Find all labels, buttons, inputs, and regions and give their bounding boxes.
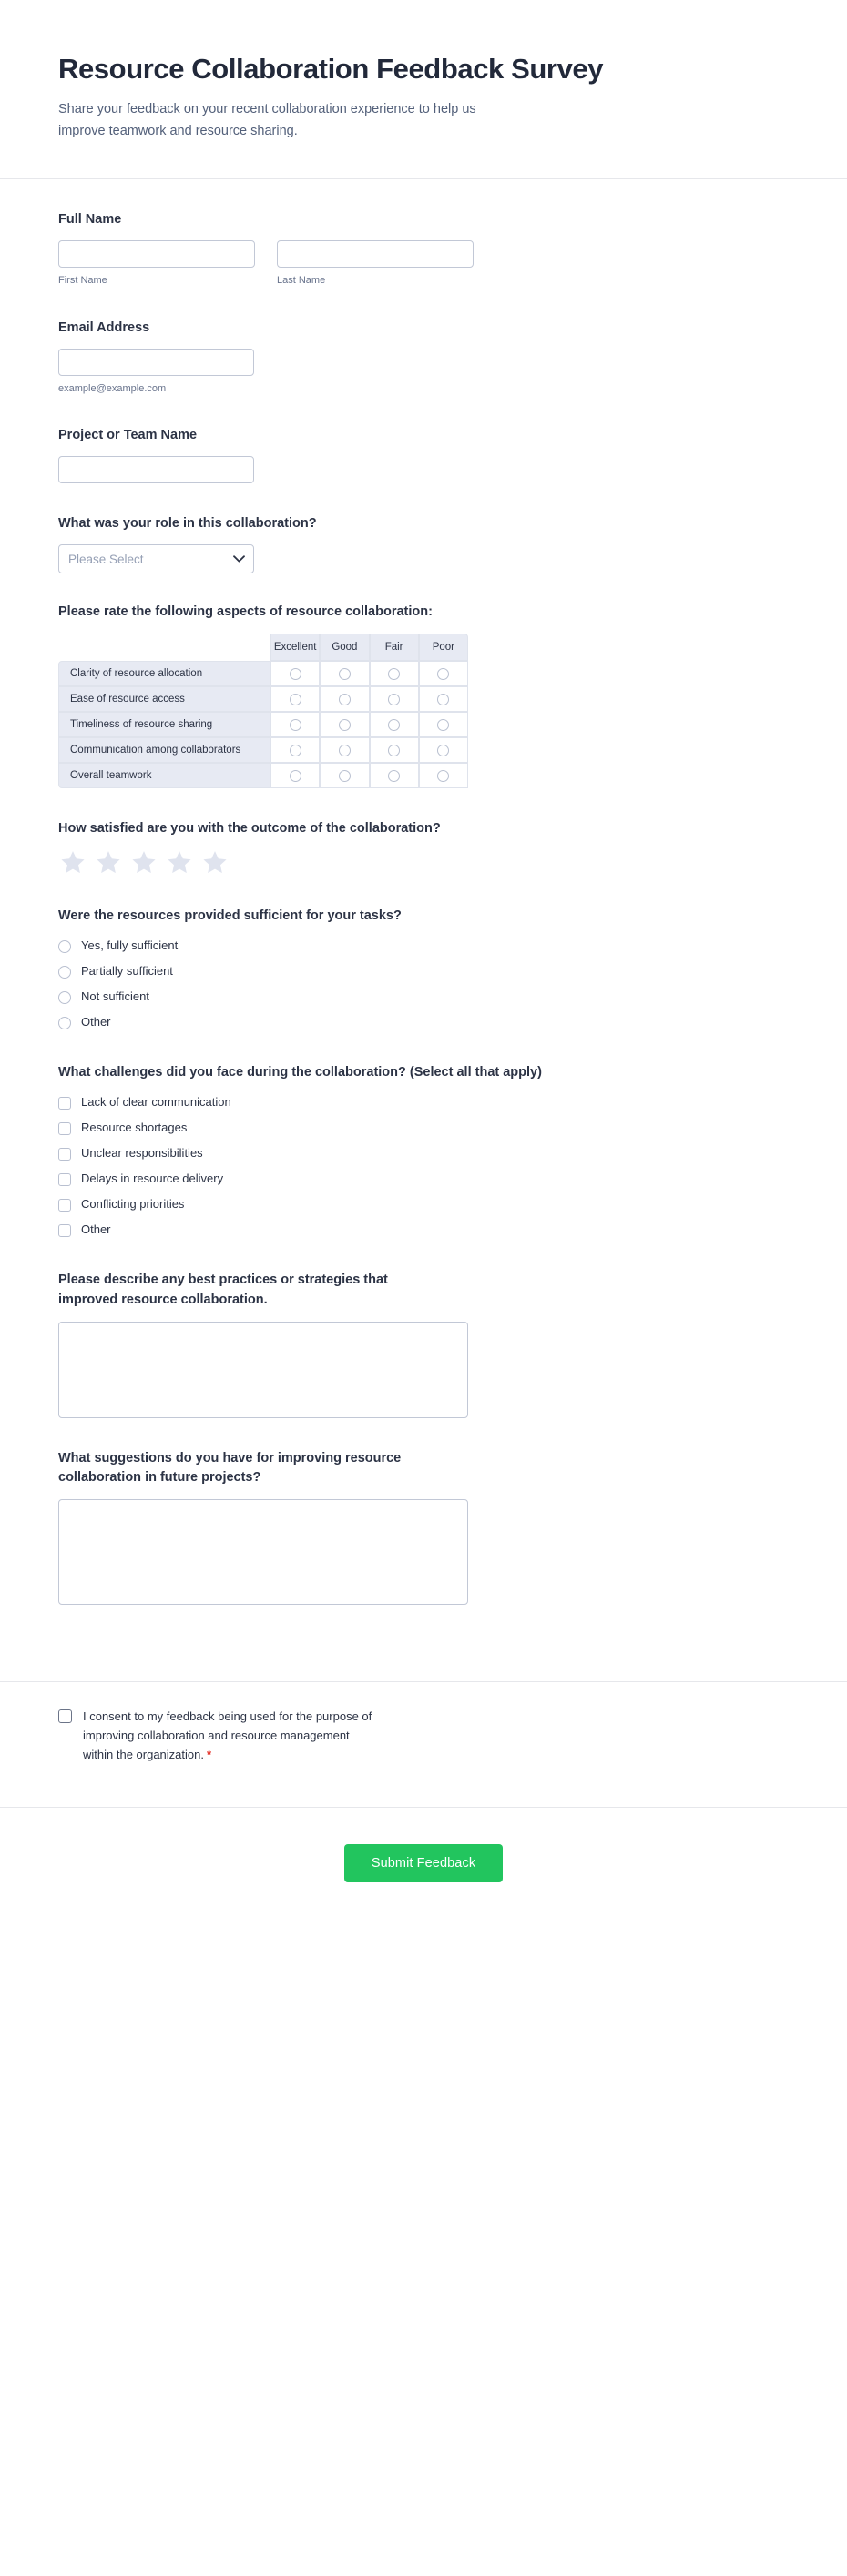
- project-label: Project or Team Name: [58, 428, 198, 443]
- radio-icon[interactable]: [388, 694, 400, 705]
- radio-icon[interactable]: [437, 745, 449, 756]
- table-row: [58, 661, 468, 686]
- radio-icon[interactable]: [58, 1017, 71, 1029]
- role-label: What was your role in this collaboration?: [58, 516, 317, 532]
- field-rating-matrix: [58, 604, 789, 788]
- radio-icon[interactable]: [290, 694, 301, 705]
- star-icon-4[interactable]: [166, 849, 193, 876]
- star-icon-3[interactable]: [130, 849, 158, 876]
- list-item[interactable]: [58, 1195, 789, 1214]
- field-role: [58, 514, 789, 573]
- matrix-body: [58, 661, 468, 788]
- radio-icon[interactable]: [339, 694, 351, 705]
- role-select-value: Please Select: [68, 552, 144, 566]
- matrix-cell-0-3[interactable]: [419, 661, 468, 686]
- matrix-cell-2-2[interactable]: [370, 712, 419, 737]
- list-item[interactable]: [58, 1119, 789, 1138]
- checkbox-icon[interactable]: [58, 1224, 71, 1237]
- form-body: [0, 179, 847, 1654]
- table-row: [58, 686, 468, 712]
- consent-checkbox-icon[interactable]: [58, 1709, 72, 1723]
- radio-icon[interactable]: [58, 940, 71, 953]
- matrix-cell-0-1[interactable]: [320, 661, 369, 686]
- radio-icon[interactable]: [339, 719, 351, 731]
- field-project: [58, 426, 789, 483]
- full-name-label: Full Name: [58, 212, 122, 228]
- page-subtitle: Share your feedback on your recent collaboration experience to help us improve teamwork and resource sharing.: [58, 101, 476, 138]
- rating-matrix-table: [58, 634, 468, 788]
- best-practices-label: Please describe any best practices or strategies that improved resource collaboration.: [58, 1273, 388, 1307]
- list-item[interactable]: [58, 1170, 789, 1189]
- field-full-name: [58, 210, 789, 287]
- role-select-wrap: [58, 544, 254, 573]
- first-name-col: [58, 240, 255, 287]
- radio-icon[interactable]: [339, 745, 351, 756]
- matrix-corner-cell: [58, 634, 270, 661]
- star-icon-2[interactable]: [95, 849, 122, 876]
- checkbox-icon[interactable]: [58, 1148, 71, 1161]
- suggestions-textarea[interactable]: [58, 1499, 468, 1605]
- radio-icon[interactable]: [437, 719, 449, 731]
- radio-icon[interactable]: [388, 770, 400, 782]
- matrix-cell-4-3[interactable]: [419, 763, 468, 788]
- required-marker: *: [206, 1747, 212, 1761]
- star-icon-5[interactable]: [201, 849, 229, 876]
- matrix-label: Please rate the following aspects of resource collaboration:: [58, 604, 433, 620]
- field-challenges: [58, 1063, 789, 1240]
- radio-icon[interactable]: [437, 770, 449, 782]
- matrix-col-header-poor: Poor: [419, 634, 468, 661]
- radio-icon[interactable]: [58, 991, 71, 1004]
- email-col: [58, 349, 254, 395]
- radio-icon[interactable]: [388, 745, 400, 756]
- matrix-cell-3-0[interactable]: [270, 737, 320, 763]
- checkbox-icon[interactable]: [58, 1199, 71, 1212]
- star-icon-1[interactable]: [59, 849, 87, 876]
- matrix-row-label-2: Timeliness of resource sharing: [58, 712, 270, 737]
- matrix-cell-1-2[interactable]: [370, 686, 419, 712]
- matrix-cell-0-0[interactable]: [270, 661, 320, 686]
- matrix-cell-2-0[interactable]: [270, 712, 320, 737]
- sufficiency-option-1: Partially sufficient: [81, 964, 173, 979]
- challenges-option-0: Lack of clear communication: [81, 1095, 231, 1110]
- project-input[interactable]: [58, 456, 254, 483]
- radio-icon[interactable]: [58, 966, 71, 979]
- last-name-col: [277, 240, 474, 287]
- sufficiency-option-2: Not sufficient: [81, 989, 149, 1004]
- matrix-cell-2-3[interactable]: [419, 712, 468, 737]
- consent-label: [83, 1708, 379, 1764]
- table-row: [58, 712, 468, 737]
- email-sublabel: example@example.com: [58, 382, 167, 394]
- full-name-row: [58, 240, 789, 287]
- matrix-cell-3-3[interactable]: [419, 737, 468, 763]
- list-item[interactable]: [58, 1013, 789, 1032]
- best-practices-textarea[interactable]: [58, 1322, 468, 1418]
- radio-icon[interactable]: [339, 770, 351, 782]
- radio-icon[interactable]: [388, 719, 400, 731]
- sufficiency-option-0: Yes, fully sufficient: [81, 938, 179, 953]
- submit-feedback-button[interactable]: Submit Feedback: [344, 1844, 503, 1882]
- page-title: Resource Collaboration Feedback Survey: [58, 53, 604, 85]
- matrix-col-header-fair: Fair: [370, 634, 419, 661]
- list-item[interactable]: [58, 1221, 789, 1240]
- challenges-option-3: Delays in resource delivery: [81, 1171, 224, 1186]
- matrix-cell-1-0[interactable]: [270, 686, 320, 712]
- matrix-cell-0-2[interactable]: [370, 661, 419, 686]
- radio-icon[interactable]: [290, 770, 301, 782]
- radio-icon[interactable]: [290, 745, 301, 756]
- satisfaction-label: How satisfied are you with the outcome of the collaboration?: [58, 821, 441, 837]
- matrix-cell-1-3[interactable]: [419, 686, 468, 712]
- challenges-option-2: Unclear responsibilities: [81, 1146, 203, 1161]
- project-col: [58, 456, 254, 483]
- matrix-col-header-excellent: Excellent: [270, 634, 320, 661]
- suggestions-label: What suggestions do you have for improving resource collaboration in future projects?: [58, 1450, 402, 1486]
- matrix-col-header-good: Good: [320, 634, 369, 661]
- email-input[interactable]: [58, 349, 254, 376]
- role-select[interactable]: [58, 544, 254, 573]
- checkbox-icon[interactable]: [58, 1122, 71, 1135]
- field-consent[interactable]: [0, 1682, 437, 1764]
- list-item[interactable]: [58, 937, 789, 956]
- matrix-cell-4-0[interactable]: [270, 763, 320, 788]
- matrix-cell-4-1[interactable]: [320, 763, 369, 788]
- radio-icon[interactable]: [290, 668, 301, 680]
- matrix-row-label-1: Ease of resource access: [58, 686, 270, 712]
- matrix-cell-2-1[interactable]: [320, 712, 369, 737]
- challenges-option-1: Resource shortages: [81, 1121, 188, 1135]
- radio-icon[interactable]: [339, 668, 351, 680]
- matrix-row-label-4: Overall teamwork: [58, 763, 270, 788]
- form-footer: [0, 1808, 847, 1928]
- challenges-options: [58, 1093, 789, 1240]
- sufficiency-options: [58, 937, 789, 1032]
- email-label: Email Address: [58, 319, 150, 335]
- matrix-cell-1-1[interactable]: [320, 686, 369, 712]
- challenges-option-4: Conflicting priorities: [81, 1197, 185, 1212]
- matrix-cell-4-2[interactable]: [370, 763, 419, 788]
- matrix-cell-3-2[interactable]: [370, 737, 419, 763]
- list-item[interactable]: [58, 988, 789, 1007]
- table-row: [58, 763, 468, 788]
- challenges-label: What challenges did you face during the collaboration? (Select all that apply): [58, 1065, 542, 1080]
- radio-icon[interactable]: [437, 694, 449, 705]
- field-email: [58, 319, 789, 395]
- matrix-row-label-0: Clarity of resource allocation: [58, 661, 270, 686]
- radio-icon[interactable]: [388, 668, 400, 680]
- sufficiency-option-3: Other: [81, 1015, 111, 1029]
- radio-icon[interactable]: [437, 668, 449, 680]
- last-name-input[interactable]: [277, 240, 474, 268]
- field-sufficiency: [58, 907, 789, 1032]
- field-satisfaction: [58, 819, 789, 876]
- list-item[interactable]: [58, 1093, 789, 1112]
- field-suggestions: [58, 1449, 789, 1606]
- star-rating[interactable]: [58, 849, 789, 876]
- matrix-header-row: [58, 634, 468, 661]
- list-item[interactable]: [58, 1144, 789, 1163]
- field-best-practices: [58, 1271, 789, 1418]
- first-name-input[interactable]: [58, 240, 255, 268]
- checkbox-icon[interactable]: [58, 1173, 71, 1186]
- form-header: [0, 0, 847, 179]
- matrix-row-label-3: Communication among collaborators: [58, 737, 270, 763]
- checkbox-icon[interactable]: [58, 1097, 71, 1110]
- matrix-head: [58, 634, 468, 661]
- challenges-option-5: Other: [81, 1222, 111, 1237]
- radio-icon[interactable]: [290, 719, 301, 731]
- matrix-cell-3-1[interactable]: [320, 737, 369, 763]
- last-name-sublabel: Last Name: [277, 275, 326, 287]
- consent-text: I consent to my feedback being used for the purpose of improving collaboration and resource management within the organization.: [83, 1709, 372, 1761]
- first-name-sublabel: First Name: [58, 275, 107, 287]
- table-row: [58, 737, 468, 763]
- sufficiency-label: Were the resources provided sufficient for your tasks?: [58, 908, 402, 924]
- list-item[interactable]: [58, 962, 789, 981]
